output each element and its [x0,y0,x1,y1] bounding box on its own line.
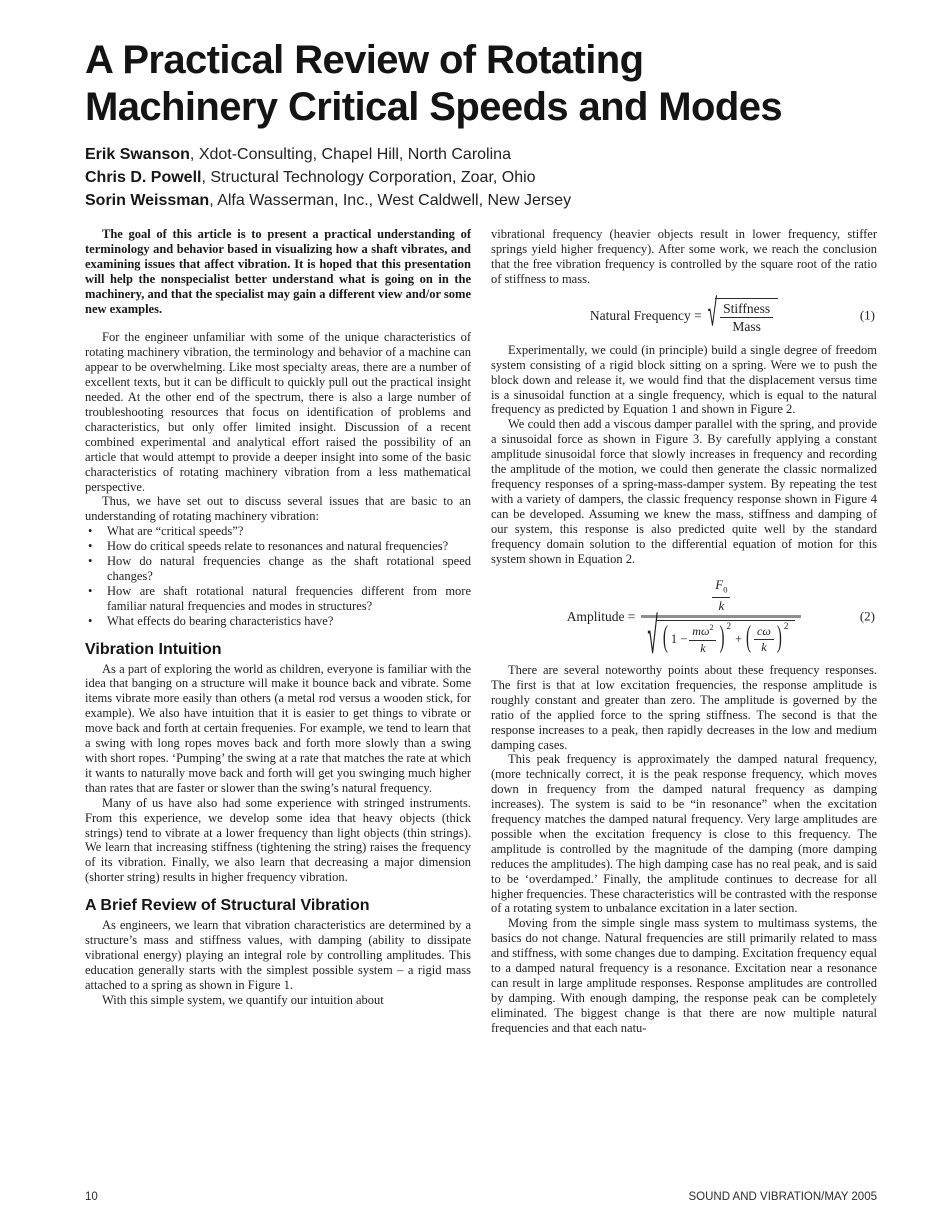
title-line-2: Machinery Critical Speeds and Modes [85,85,782,129]
paragraph: We could then add a viscous damper parallel with the spring, and provide a sinusoidal force as shown in Figure 3. By carefully applying a constant amplitude sinusoidal force that slowly increases in frequency and recording the amplitude of the motion, we could then generate the classic normalized frequency responses of a spring-mass-damper system. By repeating the test with a variety of dampers, the classic frequency response shown in Figure 4 can be developed. Assuming we knew the mass, stiffness and damping of our system, this response is also predicted quite well by the standard frequency domain solution to the differential equation of motion for this system shown in Equation 2. [491,417,877,566]
one-minus: 1 − [670,632,688,647]
right-paren: ) [776,621,782,655]
author-line [85,193,885,209]
equation-2 [491,577,877,667]
page-title [85,37,885,131]
fraction [720,301,773,334]
list-item-text: How do natural frequencies change as the shaft rotational speed changes? [107,554,471,583]
exponent-2: 2 [709,623,714,633]
paragraph: Thus, we have set out to discuss several issues that are basic to an understanding of rotating machinery vibration: [85,494,471,524]
fraction-momega2-over-k [689,624,716,655]
paragraph: This peak frequency is approximately the damped natural frequency, (more technically correct, it is the peak response frequency, which moves down in frequency from the damped natural frequency as damping increases). The system is said to be “in resonance” when the excitation frequency matches the damped natural frequency. Very large amplitudes are possible when the excitation frequency is close to this frequency. The amplitude is controlled by the magnitude of the damping (more damping reduces the amplitudes). The high damping case has no real peak, and is said to be ‘overdamped.’ Finally, the amplitude continues to decrease for all higher frequencies. These characteristics will be contrasted with the response of a rotating system to unbalance excitation in a later section. [491,752,877,916]
list-item [85,614,471,629]
bullet-icon: • [88,539,93,554]
fraction-numerator: Stiffness [720,301,773,318]
denominator-group [641,607,801,667]
paragraph: vibrational frequency (heavier objects result in lower frequency, stiffer springs yield higher frequency). After some work, we reach the conclusion that the free vibration frequency is controlled by the square root of the ratio of stiffness to mass. [491,227,877,286]
fraction-numerator [689,624,716,640]
author-line [85,147,885,163]
list-item [85,554,471,584]
equation-1 [491,291,877,337]
list-item [85,584,471,614]
paragraph: Many of us have also had some experience with stringed instruments. From this experience, we develop some idea that heavy objects (thick strings) tend to vibrate at a lower frequency than light objects (thin strings). We learn that increasing stiffness (tightening the string) raises the frequency of its vibration. Finally, we also learn that decreasing a major dimension (shorter string) results in higher frequency vibration. [85,795,471,885]
fraction-numerator: cω [754,625,774,640]
fraction-F0-over-k [712,578,730,613]
equation-number: (2) [859,608,875,624]
list-item-text: How do critical speeds relate to resonances and natural frequencies? [107,539,449,554]
left-paren: ( [662,621,668,655]
plus-sign: + [734,632,742,647]
paragraph: For the engineer unfamiliar with some of the unique characteristics of rotating machinery vibration, the terminology and behavior of a machine can appear to be overwhelming. Like most specialty areas, there are a number of excellent texts, but it can be difficult to quickly pull out the practical insight needed. At the other end of the spectrum, there is also a large number of troubleshooting resources that focus on identification of problems and characteristics, but only offer limited insight. Discussion of a recent combined experimental and analytical effort raised the possibility of an article that would attempt to provide a deeper insight into some of the basic characteristics of rotating machinery vibration from a less mathematical perspective. [85,330,471,494]
paragraph: Experimentally, we could (in principle) build a single degree of freedom system consisting of a rigid block sitting on a spring. Were we to push the block down and release it, we would find that the displacement versus time is a sinusoidal function at a single frequency, which is equal to the natural frequency as predicted by Equation 1 and shown in Figure 2. [491,342,877,417]
paragraph: There are several noteworthy points about these frequency responses. The first is that at low excitation frequencies, the response amplitude is roughly constant and greater than zero. The amplitude is governed by the ratio of the applied force to the spring stiffness. The second is that the response increases to a peak, then rapidly decreases in the low and medium damping cases. [491,662,877,752]
title-line-1: A Practical Review of Rotating [85,38,644,82]
radicand [656,620,795,656]
list-item-text: What effects do bearing characteristics have? [107,613,334,628]
author-name: Sorin Weissman [85,192,210,209]
right-paren: ) [719,621,725,655]
author-line [85,170,885,186]
fraction-bar [641,615,801,618]
bullet-icon: • [88,613,93,628]
right-column [491,227,877,1036]
fraction-numerator [712,578,730,597]
left-column [85,227,471,1008]
radicand [715,298,778,334]
paragraph: Moving from the simple single mass system to multimass systems, the basics do not change. Natural frequencies are still primarily related to mass and stiffness, with some changes due to damping. Excitation frequency equal to a damped natural frequency is a resonance. Excitation near a resonance can result in large amplitude responses. Response amplitudes are controlled by damping. With enough damping, the response peak can be completely eliminated. The biggest change is that there are now multiple natural frequencies and that each natu- [491,916,877,1035]
paragraph: As a part of exploring the world as children, everyone is familiar with the idea that banging on a structure will make it bounce back and vibrate. Some items vibrate more easily than others (a metal rod versus a wooden stick, for example). We also have intuition that it is easier to get things to vibrate or move back and forth at certain frequenies. For example, we tend to learn that a swing with long ropes moves back and forth more slowly than a swing with short ropes. ‘Pumping’ the swing at a rate that matches the rate at which it wants to naturally move back and forth will get you swinging much higher than rates that are faster or slower than the swing’s natural frequency. [85,661,471,795]
equation-2-lhs: Amplitude = [566,609,636,625]
symbol-m-omega: mω [692,624,710,639]
fraction-comega-over-k [754,625,774,655]
section-heading-vibration-intuition: Vibration Intuition [85,640,222,658]
abstract-paragraph: The goal of this article is to present a practical understanding of terminology and behavior based in visualizing how a shaft vibrates, and examining issues that affect vibration. It is hoped that this presentation will help the nonspecialist better understand what is going on in the machinery, and that the specialist may gain a different view and/or some new examples. [85,227,471,316]
bullet-icon: • [88,554,93,569]
list-item [85,524,471,539]
list-item-text: What are “critical speeds”? [107,524,244,539]
journal-footer: SOUND AND VIBRATION/MAY 2005 [688,1191,877,1203]
equation-number: (1) [859,307,875,323]
page-number: 10 [85,1191,98,1203]
symbol-F: F [715,577,724,593]
equation-1-lhs: Natural Frequency = [589,307,702,323]
fraction-denominator: k [761,640,767,655]
list-item [85,539,471,554]
radical-icon: √ [647,607,658,667]
list-item-text: How are shaft rotational natural frequencies different from more familiar natural frequencies and modes in structures? [107,583,471,613]
author-list [85,147,885,216]
author-affiliation: , Alfa Wasserman, Inc., West Caldwell, New Jersey [209,192,572,209]
subscript-0: 0 [723,585,728,596]
radical-icon: √ [707,291,718,337]
square-root [707,291,778,337]
section-heading-brief-review: A Brief Review of Structural Vibration [85,897,370,915]
fraction-denominator: k [718,597,725,613]
bullet-icon: • [88,583,93,598]
exponent-2: 2 [726,621,731,632]
exponent-2: 2 [783,621,789,632]
big-fraction [641,577,801,667]
paragraph: As engineers, we learn that vibration characteristics are determined by a structure’s mass and stiffness values, with damping (ability to dissipate vibrational energy) playing an integral role by controlling amplitudes. This education generally starts with the simplest possible system – a rigid mass attached to a spring as shown in Figure 1. [85,918,471,992]
author-name: Erik Swanson [85,146,190,163]
article-header [85,37,885,131]
author-affiliation: , Xdot-Consulting, Chapel Hill, North Carolina [189,146,511,163]
author-affiliation: , Structural Technology Corporation, Zoar, Ohio [201,169,536,186]
fraction-denominator: k [700,640,706,655]
author-name: Chris D. Powell [85,169,202,186]
fraction-denominator: Mass [732,318,761,334]
left-paren: ( [746,621,751,655]
paragraph: With this simple system, we quantify our intuition about [102,992,384,1007]
bullet-icon: • [88,524,93,539]
